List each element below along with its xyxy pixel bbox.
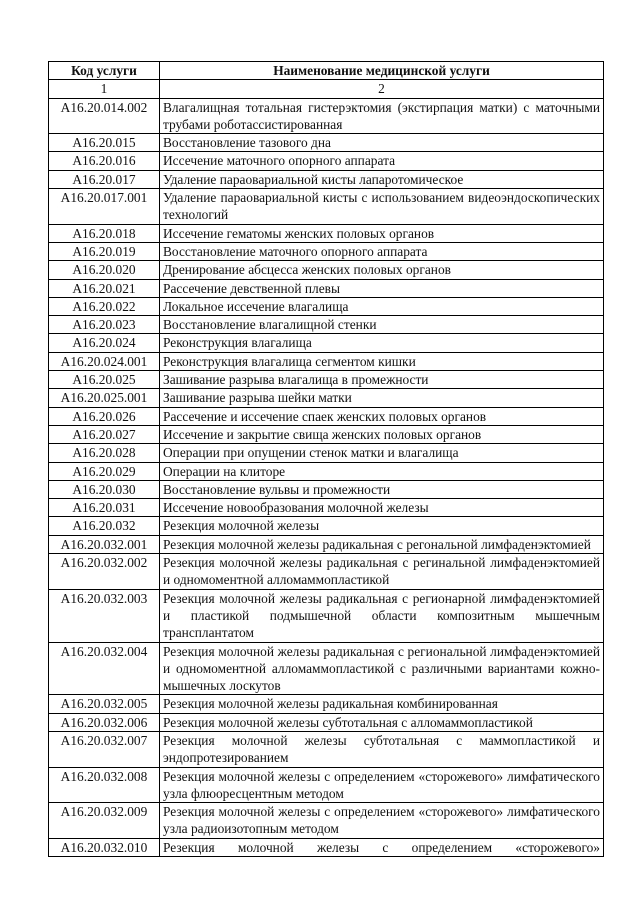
table-row	[49, 695, 604, 713]
service-name: Реконструкция влагалища	[160, 334, 604, 352]
header-name: Наименование медицинской услуги	[160, 62, 604, 80]
service-code: A16.20.032.003	[49, 589, 160, 642]
service-name: Восстановление вульвы и промежности	[160, 480, 604, 498]
service-code: A16.20.019	[49, 242, 160, 260]
service-code: A16.20.031	[49, 499, 160, 517]
service-code: A16.20.032.007	[49, 731, 160, 767]
service-code: A16.20.022	[49, 297, 160, 315]
service-name: Удаление параовариальной кисты лапаротомическое	[160, 170, 604, 188]
service-name: Резекция молочной железы	[160, 517, 604, 535]
service-code: A16.20.016	[49, 152, 160, 170]
service-code: A16.20.020	[49, 261, 160, 279]
service-name: Резекция молочной железы с определением «сторожевого»	[160, 838, 604, 856]
service-code: A16.20.021	[49, 279, 160, 297]
service-code: A16.20.028	[49, 444, 160, 462]
service-code: A16.20.032	[49, 517, 160, 535]
service-code: A16.20.025	[49, 371, 160, 389]
service-name: Резекция молочной железы радикальная с региональной лимфаденэктомией и одномоментной алломаммопластикой с различными вариантами кожно-мышечных лоскутов	[160, 642, 604, 695]
column-number-2: 2	[160, 80, 604, 98]
table-row	[49, 224, 604, 242]
service-name: Восстановление влагалищной стенки	[160, 316, 604, 334]
table-row	[49, 444, 604, 462]
table-row	[49, 371, 604, 389]
service-code: A16.20.032.008	[49, 767, 160, 803]
table-row	[49, 731, 604, 767]
table-row	[49, 98, 604, 134]
table-row	[49, 554, 604, 590]
service-name: Резекция молочной железы субтотальная с маммопластикой и эндопротезированием	[160, 731, 604, 767]
service-name: Иссечение гематомы женских половых органов	[160, 224, 604, 242]
service-name: Локальное иссечение влагалища	[160, 297, 604, 315]
column-number-1: 1	[49, 80, 160, 98]
table-row	[49, 261, 604, 279]
service-code: A16.20.017.001	[49, 189, 160, 225]
service-code: A16.20.025.001	[49, 389, 160, 407]
service-code: A16.20.029	[49, 462, 160, 480]
table-row	[49, 642, 604, 695]
service-name: Резекция молочной железы радикальная с регинальной лимфаденэктомией и одномоментной алломаммопластикой	[160, 554, 604, 590]
service-name: Дренирование абсцесса женских половых органов	[160, 261, 604, 279]
service-name: Иссечение новообразования молочной железы	[160, 499, 604, 517]
service-code: A16.20.030	[49, 480, 160, 498]
table-row	[49, 499, 604, 517]
service-code: A16.20.018	[49, 224, 160, 242]
service-name: Резекция молочной железы радикальная комбинированная	[160, 695, 604, 713]
service-name: Рассечение и иссечение спаек женских половых органов	[160, 407, 604, 425]
service-name: Операции на клиторе	[160, 462, 604, 480]
table-row	[49, 462, 604, 480]
service-code: A16.20.032.009	[49, 803, 160, 839]
table-row	[49, 407, 604, 425]
service-code: A16.20.017	[49, 170, 160, 188]
header-code: Код услуги	[49, 62, 160, 80]
header-row	[49, 62, 604, 80]
service-code: A16.20.032.005	[49, 695, 160, 713]
table-row	[49, 152, 604, 170]
service-name: Резекция молочной железы с определением «сторожевого» лимфатического узла флюоресцентным методом	[160, 767, 604, 803]
service-code: A16.20.014.002	[49, 98, 160, 134]
table-row	[49, 170, 604, 188]
table-row	[49, 279, 604, 297]
service-code: A16.20.032.006	[49, 713, 160, 731]
service-name: Иссечение маточного опорного аппарата	[160, 152, 604, 170]
service-code: A16.20.032.002	[49, 554, 160, 590]
column-number-row	[49, 80, 604, 98]
table-row	[49, 242, 604, 260]
service-code: A16.20.032.004	[49, 642, 160, 695]
table-row	[49, 713, 604, 731]
service-name: Зашивание разрыва шейки матки	[160, 389, 604, 407]
service-code: A16.20.027	[49, 425, 160, 443]
table-row	[49, 767, 604, 803]
service-name: Резекция молочной железы субтотальная с алломаммопластикой	[160, 713, 604, 731]
table-row	[49, 517, 604, 535]
service-code: A16.20.024	[49, 334, 160, 352]
table-row	[49, 334, 604, 352]
service-name: Резекция молочной железы радикальная с регионарной лимфаденэктомией и пластикой подмышечной области композитным мышечным трансплантатом	[160, 589, 604, 642]
service-name: Влагалищная тотальная гистерэктомия (экстирпация матки) с маточными трубами роботассистированная	[160, 98, 604, 134]
table-row	[49, 189, 604, 225]
service-code: A16.20.026	[49, 407, 160, 425]
table-row	[49, 535, 604, 553]
service-code: A16.20.023	[49, 316, 160, 334]
service-name: Рассечение девственной плевы	[160, 279, 604, 297]
table-row	[49, 480, 604, 498]
service-name: Восстановление тазового дна	[160, 134, 604, 152]
service-code: A16.20.032.001	[49, 535, 160, 553]
table-row	[49, 389, 604, 407]
table-row	[49, 134, 604, 152]
table-row	[49, 803, 604, 839]
table-row	[49, 838, 604, 856]
service-code: A16.20.032.010	[49, 838, 160, 856]
table-row	[49, 589, 604, 642]
services-table	[48, 61, 604, 857]
service-name: Восстановление маточного опорного аппарата	[160, 242, 604, 260]
service-name: Зашивание разрыва влагалища в промежности	[160, 371, 604, 389]
service-name: Реконструкция влагалища сегментом кишки	[160, 352, 604, 370]
service-name: Резекция молочной железы радикальная с регональной лимфаденэктомией	[160, 535, 604, 553]
table-row	[49, 297, 604, 315]
table-row	[49, 316, 604, 334]
service-name: Операции при опущении стенок матки и влагалища	[160, 444, 604, 462]
table-row	[49, 352, 604, 370]
service-name: Удаление параовариальной кисты с использованием видеоэндоскопических технологий	[160, 189, 604, 225]
service-code: A16.20.015	[49, 134, 160, 152]
service-name: Иссечение и закрытие свища женских половых органов	[160, 425, 604, 443]
service-code: A16.20.024.001	[49, 352, 160, 370]
table-row	[49, 425, 604, 443]
service-name: Резекция молочной железы с определением «сторожевого» лимфатического узла радиоизотопным методом	[160, 803, 604, 839]
